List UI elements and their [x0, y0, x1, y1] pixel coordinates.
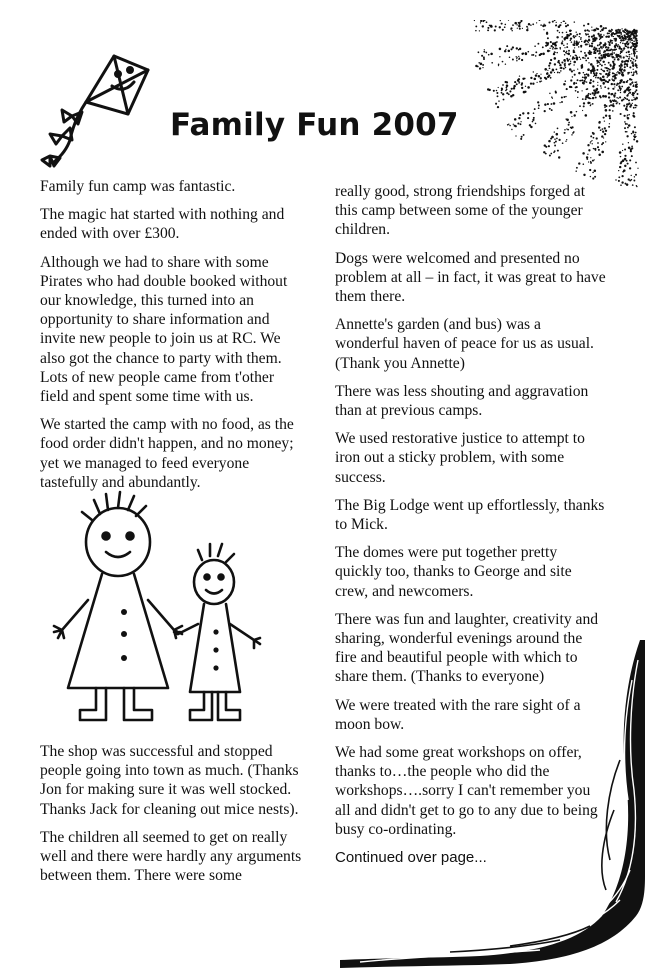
- paragraph: The domes were put together pretty quickly too, thanks to George and site crew, and newcomers.: [335, 544, 572, 600]
- paragraph: The children all seemed to get on really well and there were hardly any arguments between them. There were some: [40, 828, 302, 885]
- paragraph: We were treated with the rare sight of a moon bow.: [335, 696, 581, 733]
- page-title: Family Fun 2007: [170, 106, 459, 143]
- paragraph: Dogs were welcomed and presented no problem at all – in fact, it was great to have them there.: [335, 249, 606, 306]
- paragraph: We had some great workshops on offer, thanks to…the people who did the workshops….sorry I can't remember you all and didn't get to go to any due to being busy co-ordinating.: [335, 744, 598, 838]
- paragraph: There was fun and laughter, creativity and sharing, wonderful evenings around the fire and beautiful people with which to share them. (Thanks to everyone): [335, 610, 599, 686]
- stick-family-drawing: [50, 482, 280, 737]
- paragraph: We started the camp with no food, as the food order didn't happen, and no money; yet we managed to feed everyone tastefully and abundantly.: [40, 416, 294, 491]
- kite-drawing: [30, 40, 160, 180]
- continued-note: Continued over page...: [335, 849, 487, 867]
- paragraph: really good, strong friendships forged at this camp between some of the younger children.: [335, 183, 586, 239]
- left-column-top: [40, 177, 305, 501]
- paragraph: The Big Lodge went up effortlessly, thanks to Mick.: [335, 496, 605, 534]
- paragraph: Annette's garden (and bus) was a wonderful haven of peace for us as usual. (Thank you Annette): [335, 316, 594, 372]
- tree-drawing: [340, 640, 645, 970]
- paragraph: We used restorative justice to attempt to iron out a sticky problem, with some success.: [335, 430, 585, 486]
- paragraph: Family fun camp was fantastic.: [40, 178, 236, 195]
- left-column-bottom: [40, 742, 305, 894]
- paragraph: The shop was successful and stopped people going into town as much. (Thanks Jon for making sure it was well stocked. Thanks Jack for cleaning out mice nests).: [40, 743, 299, 818]
- paragraph: There was less shouting and aggravation than at previous camps.: [335, 382, 589, 420]
- sun-stipple-drawing: [432, 20, 642, 190]
- paragraph: Although we had to share with some Pirates who had double booked without our knowledge, this turned into an opportunity to share information and invite new people to join us at RC. We also got the chance to party with them. Lots of new people came from t'other field and spent some time with us.: [40, 253, 288, 406]
- paragraph: The magic hat started with nothing and ended with over £300.: [40, 206, 285, 243]
